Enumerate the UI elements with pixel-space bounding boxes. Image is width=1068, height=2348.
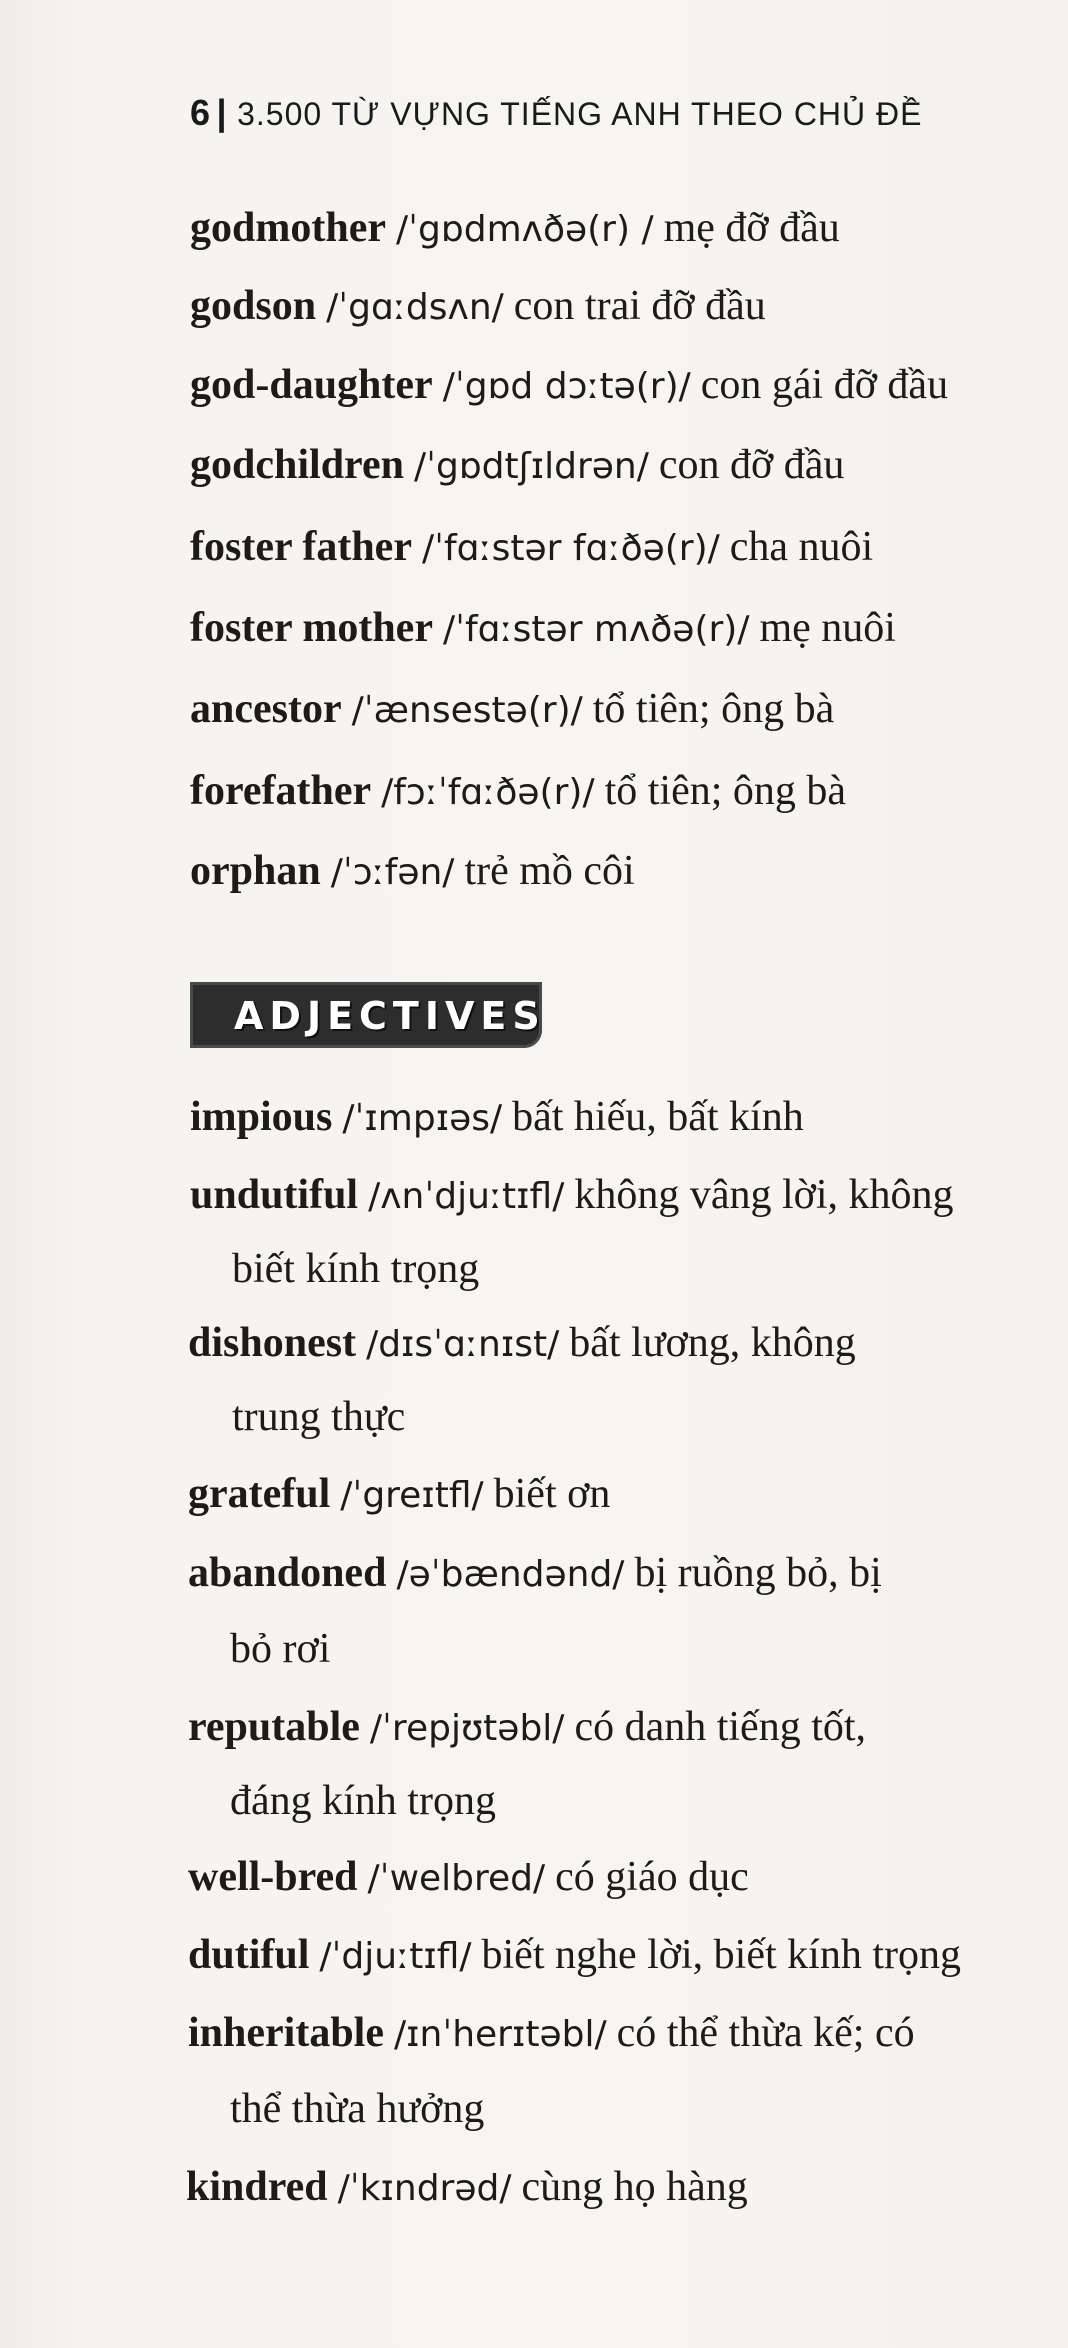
entry-ipa: /ˈkɪndrəd/ — [337, 2168, 512, 2209]
header-separator: | — [216, 92, 228, 133]
entry-ipa: /ˈrepjʊtəbl/ — [369, 1708, 565, 1749]
entry-row — [190, 607, 896, 649]
entry-ipa: /ˈdjuːtɪfl/ — [319, 1936, 472, 1977]
entry-meaning: có danh tiếng tốt, — [574, 1704, 867, 1750]
section-heading-label: ADJECTIVES — [234, 994, 546, 1038]
entry-meaning: con trai đỡ đầu — [513, 283, 766, 329]
entry-word: foster mother — [190, 605, 433, 651]
entry-ipa: /ˈgɒdtʃɪldrən/ — [413, 446, 649, 487]
page-number: 6 — [190, 92, 211, 133]
entry-continuation: đáng kính trọng — [230, 1778, 496, 1824]
entry-word: impious — [190, 1094, 333, 1140]
entry-row — [190, 1174, 954, 1216]
entry-word: god-daughter — [190, 362, 433, 408]
entry-word: grateful — [188, 1471, 331, 1517]
entry-row — [190, 688, 834, 730]
entry-meaning: tổ tiên; ông bà — [592, 686, 835, 732]
entry-meaning: bất hiếu, bất kính — [512, 1094, 804, 1140]
entry-word: godchildren — [190, 442, 404, 488]
entry-word: dishonest — [188, 1320, 357, 1366]
entry-ipa: /ˈɔːfən/ — [330, 852, 455, 893]
entry-continuation: thể thừa hưởng — [230, 2086, 485, 2132]
entry-row — [190, 850, 635, 892]
entry-row — [190, 207, 840, 249]
entry-row — [190, 285, 766, 327]
entry-ipa: /ɪnˈherɪtəbl/ — [394, 2014, 607, 2055]
entry-meaning: không vâng lời, không — [574, 1172, 954, 1218]
entry-meaning: cùng họ hàng — [521, 2164, 748, 2210]
entry-continuation: bỏ rơi — [230, 1626, 331, 1672]
entry-word: kindred — [186, 2164, 328, 2210]
entry-ipa: /ˈgɑːdsʌn/ — [326, 287, 504, 328]
entry-ipa: /ˈfɑːstər mʌðə(r)/ — [442, 609, 750, 650]
section-heading-adjectives — [190, 982, 546, 1048]
entry-word: inheritable — [188, 2010, 384, 2056]
entry-ipa: /ˈgɒd dɔːtə(r)/ — [442, 366, 691, 407]
entry-word: foster father — [190, 524, 412, 570]
entry-ipa: /əˈbændənd/ — [396, 1554, 625, 1595]
entry-ipa: /ˈgɒdmʌðə(r) / — [395, 209, 654, 250]
entry-meaning: mẹ nuôi — [759, 605, 896, 651]
entry-meaning: tổ tiên; ông bà — [604, 768, 847, 814]
entry-word: dutiful — [188, 1932, 310, 1978]
entry-meaning: biết nghe lời, biết kính trọng — [481, 1932, 961, 1978]
entry-word: well-bred — [188, 1854, 358, 1900]
entry-word: undutiful — [190, 1172, 359, 1218]
entry-meaning: trẻ mồ côi — [464, 848, 635, 894]
entry-ipa: /ˈfɑːstər fɑːðə(r)/ — [421, 528, 720, 569]
entry-meaning: cha nuôi — [729, 524, 874, 570]
entry-row — [188, 2012, 915, 2054]
entry-ipa: /ˈɪmpɪəs/ — [342, 1098, 503, 1139]
entry-row — [190, 1096, 804, 1138]
entry-meaning: bất lương, không — [569, 1320, 856, 1366]
entry-row — [188, 1322, 856, 1364]
entry-word: abandoned — [188, 1550, 387, 1596]
entry-meaning: mẹ đỡ đầu — [663, 205, 840, 251]
entry-word: ancestor — [190, 686, 342, 732]
entry-row — [186, 2166, 748, 2208]
entry-word: godson — [190, 283, 317, 329]
entry-row — [188, 1473, 610, 1515]
entry-meaning: con gái đỡ đầu — [700, 362, 949, 408]
entry-row — [190, 364, 948, 406]
entry-word: orphan — [190, 848, 321, 894]
entry-continuation: trung thực — [232, 1394, 406, 1440]
entry-word: reputable — [188, 1704, 360, 1750]
entry-meaning: biết ơn — [493, 1471, 611, 1517]
entry-word: forefather — [190, 768, 372, 814]
entry-meaning: có thể thừa kế; có — [616, 2010, 915, 2056]
entry-ipa: /dɪsˈɑːnɪst/ — [366, 1324, 560, 1365]
entry-meaning: bị ruồng bỏ, bị — [634, 1550, 882, 1596]
entry-ipa: /ʌnˈdjuːtɪfl/ — [368, 1176, 565, 1217]
entry-row — [188, 1552, 882, 1594]
running-header — [190, 92, 922, 134]
entry-ipa: /fɔːˈfɑːðə(r)/ — [381, 772, 595, 813]
entry-word: godmother — [190, 205, 386, 251]
entry-ipa: /ˈænsestə(r)/ — [351, 690, 583, 731]
entry-meaning: có giáo dục — [555, 1854, 749, 1900]
entry-row — [188, 1934, 961, 1976]
entry-row — [188, 1706, 866, 1748]
entry-ipa: /ˈgreɪtfl/ — [340, 1475, 484, 1516]
entry-row — [190, 770, 846, 812]
entry-ipa: /ˈwelbred/ — [367, 1858, 546, 1899]
entry-row — [188, 1856, 749, 1898]
entry-row — [190, 444, 844, 486]
book-title: 3.500 TỪ VỰNG TIẾNG ANH THEO CHỦ ĐỀ — [237, 96, 923, 132]
entry-continuation: biết kính trọng — [232, 1246, 480, 1292]
entry-row — [190, 526, 873, 568]
entry-meaning: con đỡ đầu — [658, 442, 845, 488]
